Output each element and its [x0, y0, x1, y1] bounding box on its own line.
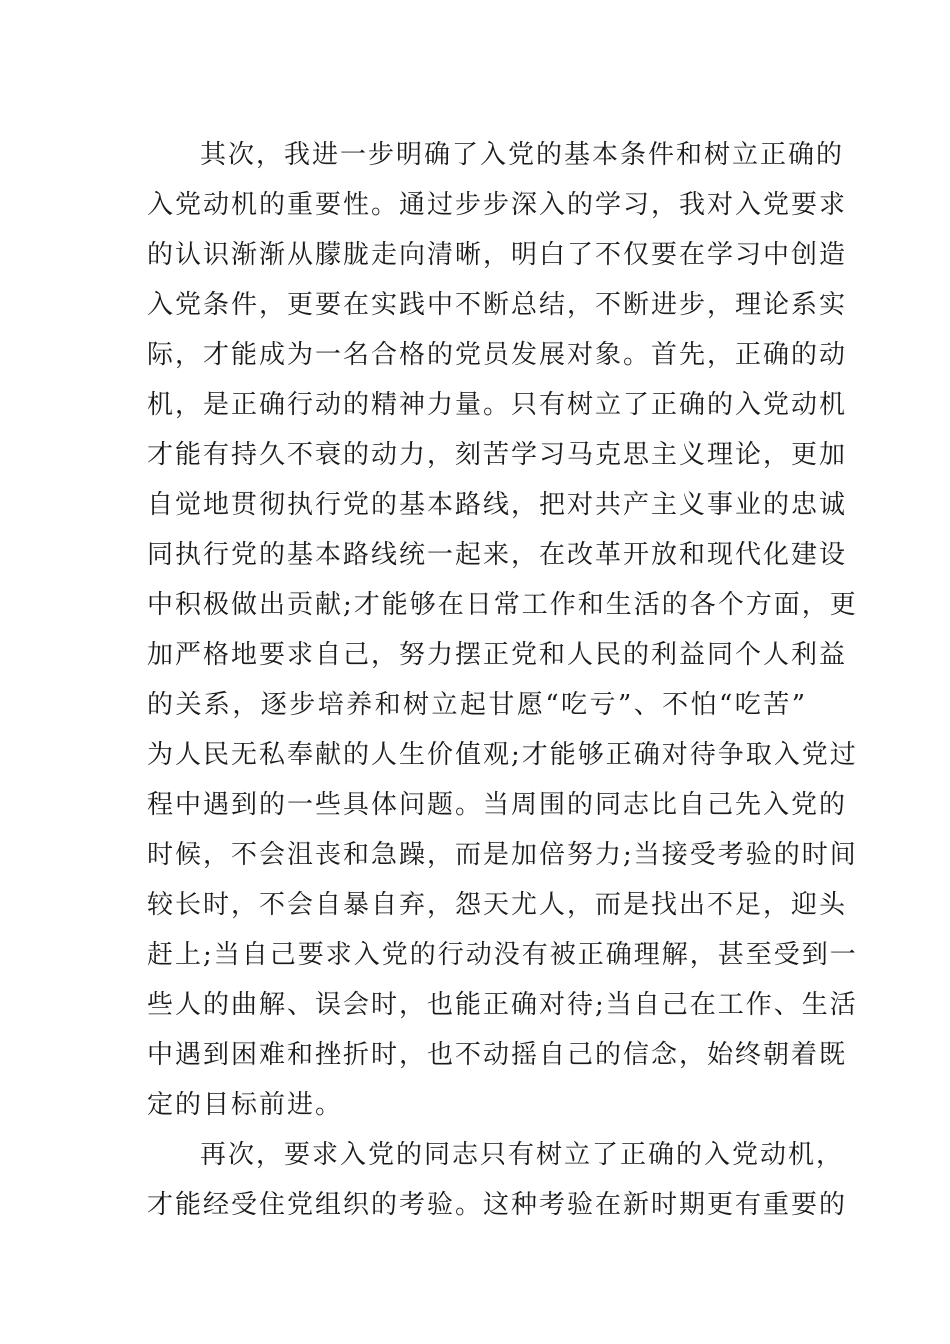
paragraph-1-line-5: 际，才能成为一名合格的党员发展对象。首先，正确的动 — [147, 340, 848, 370]
paragraph-2-line-2: 才能经受住党组织的考验。这种考验在新时期更有重要的 — [147, 1190, 848, 1220]
paragraph-2-line-1: 再次，要求入党的同志只有树立了正确的入党动机， — [200, 1140, 845, 1170]
paragraph-1-line-19: 中遇到困难和挫折时，也不动摇自己的信念，始终朝着既 — [147, 1040, 848, 1070]
paragraph-1-line-17: 赶上;当自己要求入党的行动没有被正确理解，甚至受到一 — [147, 940, 858, 970]
paragraph-1-line-12: 的关系，逐步培养和树立起甘愿“吃亏”、不怕“吃苦” — [147, 690, 807, 720]
paragraph-1-line-1: 其次，我进一步明确了入党的基本条件和树立正确的 — [200, 140, 845, 170]
paragraph-1-line-11: 加严格地要求自己，努力摆正党和人民的利益同个人利益 — [147, 640, 848, 670]
paragraph-1-line-4: 入党条件，更要在实践中不断总结，不断进步，理论系实 — [147, 290, 848, 320]
paragraph-1-line-16: 较长时，不会自暴自弃，怨天尤人，而是找出不足，迎头 — [147, 890, 848, 920]
paragraph-1-line-6: 机，是正确行动的精神力量。只有树立了正确的入党动机 — [147, 390, 848, 420]
paragraph-1-line-20: 定的目标前进。 — [147, 1090, 344, 1120]
paragraph-1-line-14: 程中遇到的一些具体问题。当周围的同志比自己先入党的 — [147, 790, 848, 820]
paragraph-1-line-7: 才能有持久不衰的动力，刻苦学习马克思主义理论，更加 — [147, 440, 848, 470]
paragraph-1-line-8: 自觉地贯彻执行党的基本路线，把对共产主义事业的忠诚 — [147, 490, 848, 520]
paragraph-1-line-18: 些人的曲解、误会时，也能正确对待;当自己在工作、生活 — [147, 990, 858, 1020]
paragraph-1-line-13: 为人民无私奉献的人生价值观;才能够正确对待争取入党过 — [147, 740, 858, 770]
paragraph-1-line-9: 同执行党的基本路线统一起来，在改革开放和现代化建设 — [147, 540, 848, 570]
paragraph-1-line-2: 入党动机的重要性。通过步步深入的学习，我对入党要求 — [147, 190, 848, 220]
paragraph-1-line-15: 时候，不会沮丧和急躁，而是加倍努力;当接受考验的时间 — [147, 840, 858, 870]
paragraph-1-line-3: 的认识渐渐从朦胧走向清晰，明白了不仅要在学习中创造 — [147, 240, 848, 270]
paragraph-1-line-10: 中积极做出贡献;才能够在日常工作和生活的各个方面，更 — [147, 590, 858, 620]
body-text — [147, 130, 858, 1230]
